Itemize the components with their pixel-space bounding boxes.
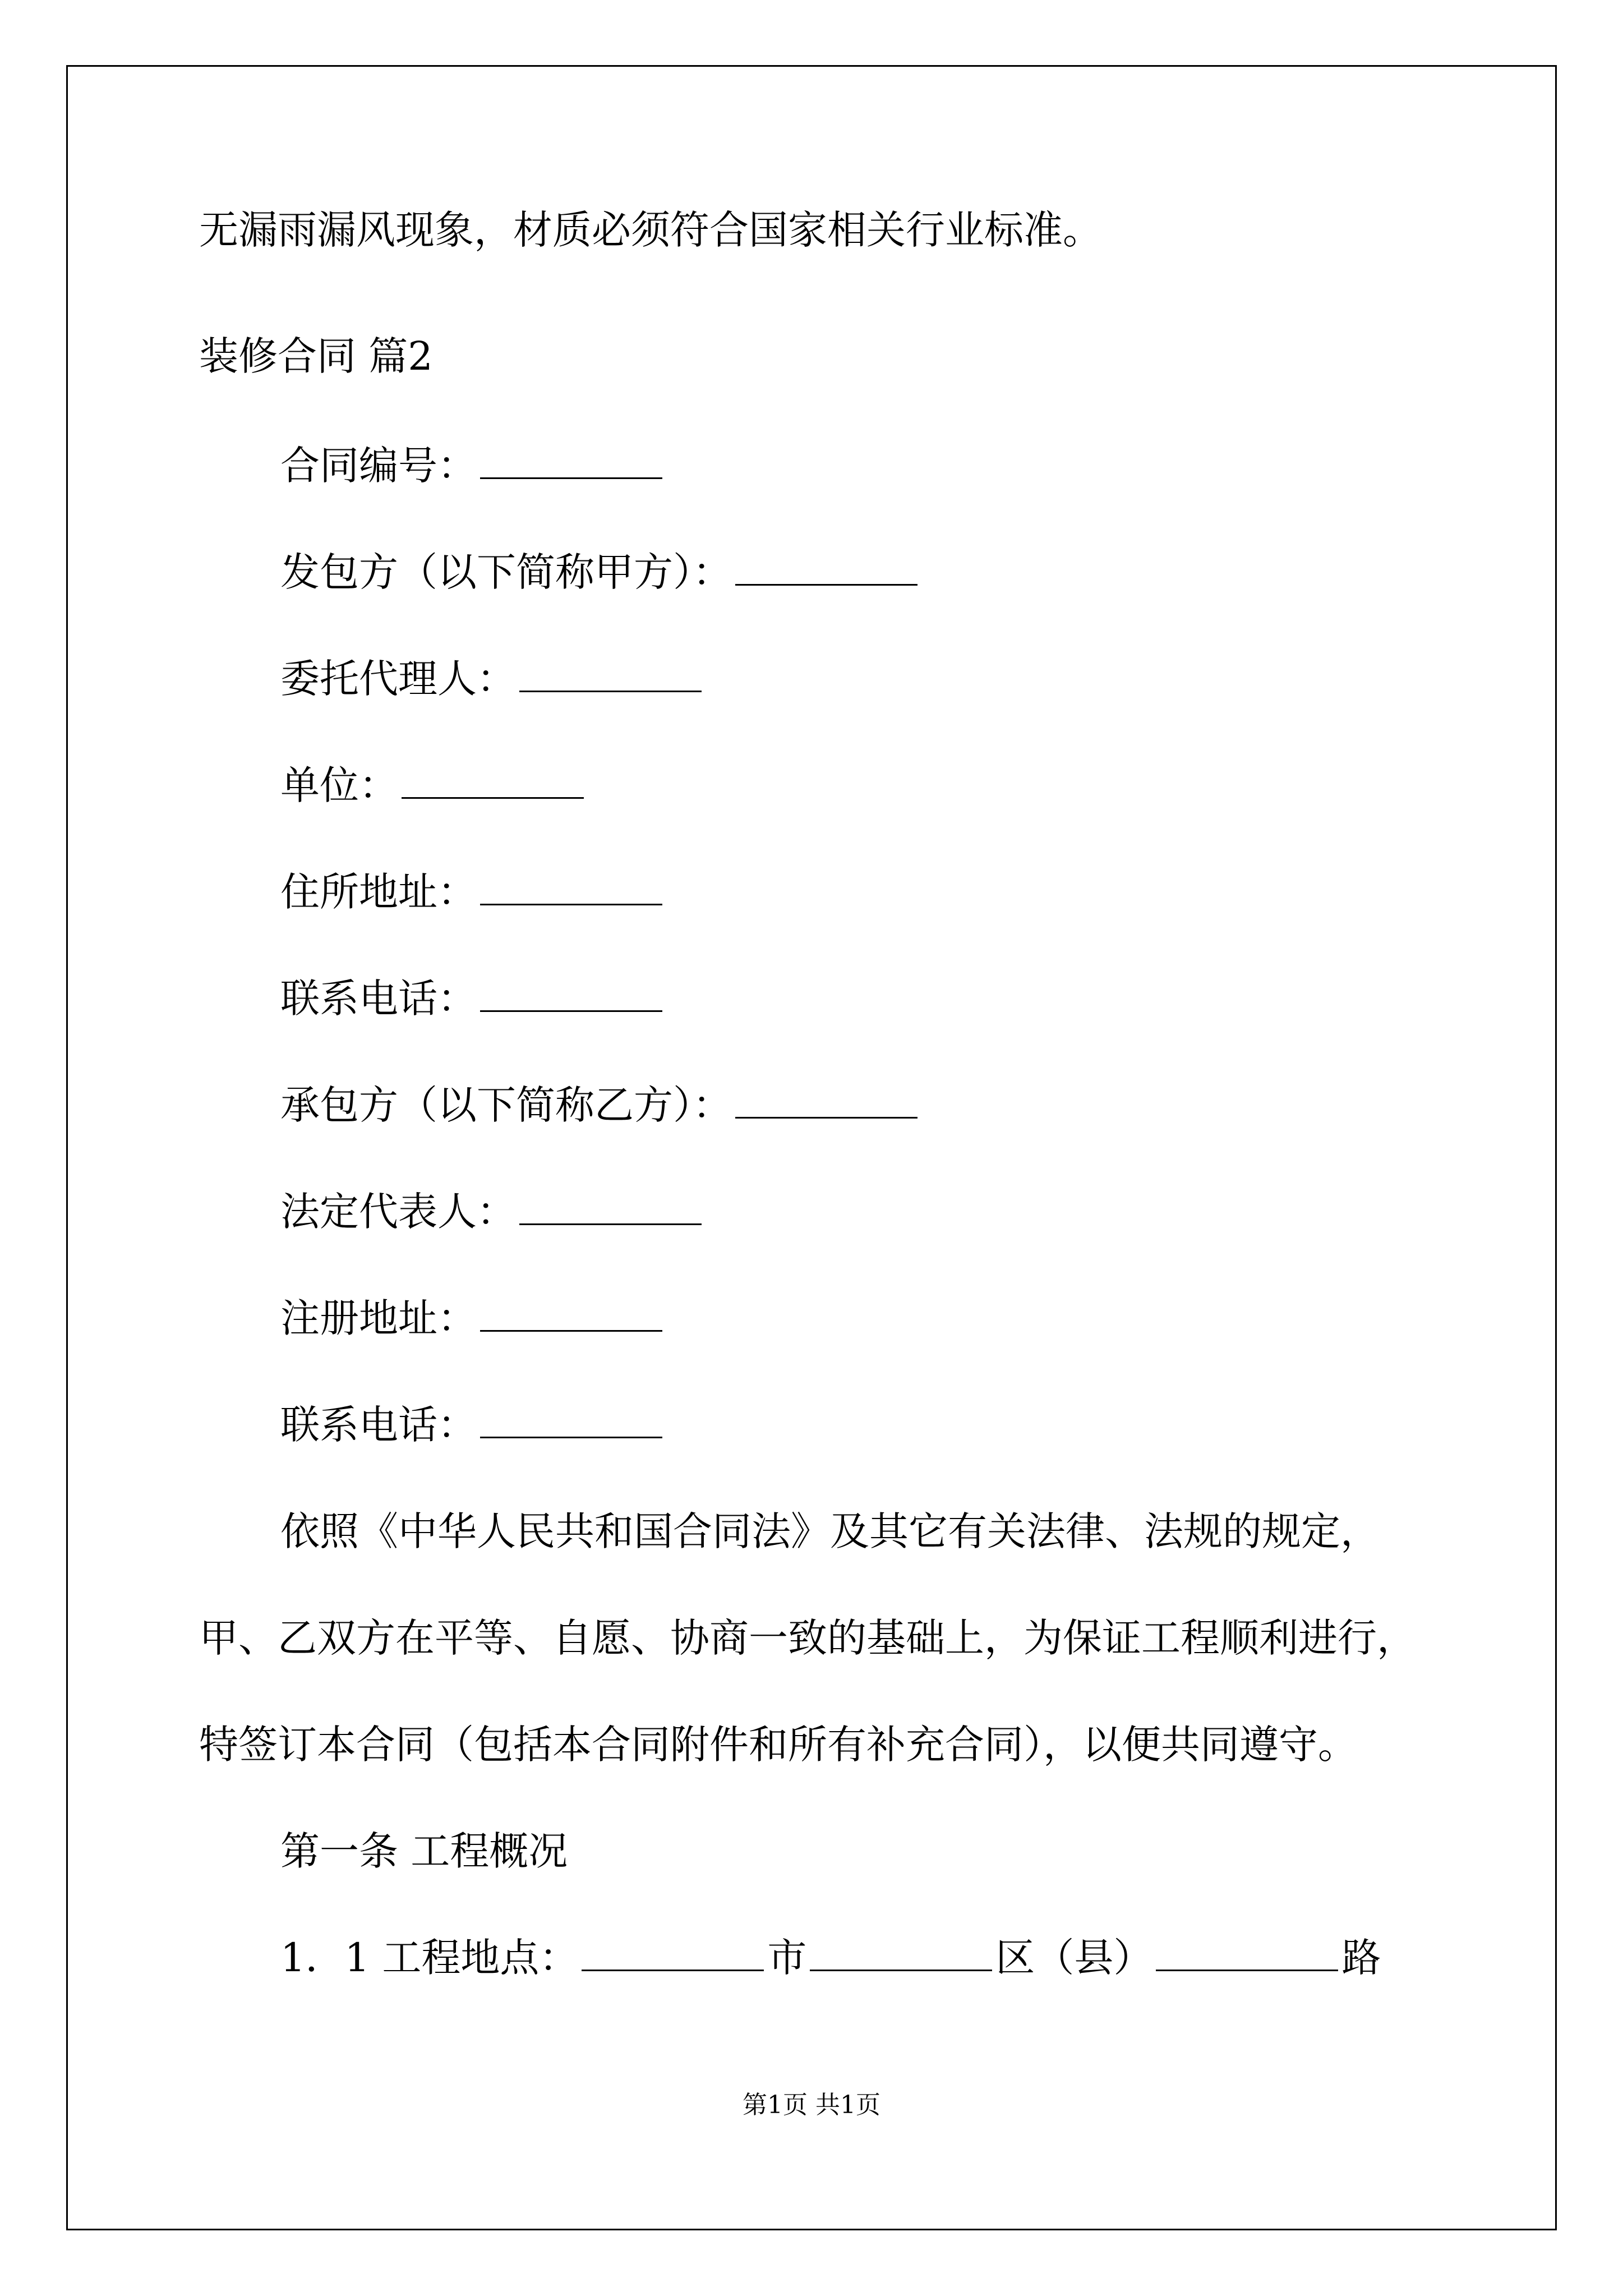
line-text: 依照《中华人民共和国合同法》及其它有关法律、法规的规定， <box>280 1508 1380 1554</box>
paragraph-line-1 <box>280 1506 1380 1557</box>
page-border <box>66 65 1557 2230</box>
fill-blank <box>735 549 917 586</box>
field-label: 市 <box>767 1935 807 1981</box>
section-heading-contract-2 <box>199 331 433 381</box>
field-label: 注册地址： <box>280 1295 477 1341</box>
paragraph-line-3 <box>199 1719 1357 1770</box>
field-label: 联系电话： <box>280 976 477 1022</box>
field-label: 1．1 工程地点： <box>280 1935 579 1981</box>
field-label: 承包方（以下简称乙方）： <box>280 1082 732 1128</box>
field-label: 区（县） <box>995 1935 1153 1981</box>
line-text: 装修合同 篇2 <box>199 333 433 379</box>
field-label: 发包方（以下简称甲方）： <box>280 549 732 595</box>
field-label: 法定代表人： <box>280 1189 516 1235</box>
line-text: 特签订本合同（包括本合同附件和所有补充合同），以便共同遵守。 <box>199 1722 1357 1768</box>
field-legal-representative <box>280 1186 705 1237</box>
field-label: 合同编号： <box>280 443 477 489</box>
field-phone-a <box>280 973 666 1024</box>
clause-1-1-location <box>280 1932 1381 1983</box>
fill-blank <box>480 1402 662 1438</box>
field-label: 住所地址： <box>280 869 477 915</box>
field-registered-address <box>280 1293 666 1343</box>
fill-blank <box>582 1935 764 1971</box>
fill-blank <box>480 976 662 1012</box>
line-text: 无漏雨漏风现象，材质必须符合国家相关行业标准。 <box>199 207 1102 253</box>
text-line-material-standard <box>199 205 1102 255</box>
field-label: 单位： <box>280 762 398 808</box>
line-text: 甲、乙双方在平等、自愿、协商一致的基础上，为保证工程顺利进行， <box>199 1615 1416 1661</box>
field-unit <box>280 760 587 811</box>
line-text: 第一条 工程概况 <box>280 1828 568 1874</box>
field-party-a <box>280 547 921 597</box>
page-footer: 第1页 共1页 <box>743 2091 880 2119</box>
field-party-b <box>280 1080 921 1130</box>
field-label: 联系电话： <box>280 1402 477 1448</box>
fill-blank <box>480 869 662 905</box>
fill-blank <box>1156 1935 1338 1971</box>
fill-blank <box>480 443 662 479</box>
paragraph-line-2 <box>199 1613 1416 1663</box>
field-agent <box>280 654 705 704</box>
fill-blank <box>735 1082 917 1119</box>
field-label: 路 <box>1341 1935 1381 1981</box>
field-phone-b <box>280 1400 666 1450</box>
field-label: 委托代理人： <box>280 656 516 702</box>
fill-blank <box>810 1935 992 1971</box>
fill-blank <box>519 656 702 692</box>
field-address <box>280 867 666 917</box>
article-1-heading <box>280 1826 568 1876</box>
fill-blank <box>480 1295 662 1332</box>
fill-blank <box>519 1189 702 1225</box>
field-contract-number <box>280 440 666 491</box>
fill-blank <box>402 762 584 799</box>
